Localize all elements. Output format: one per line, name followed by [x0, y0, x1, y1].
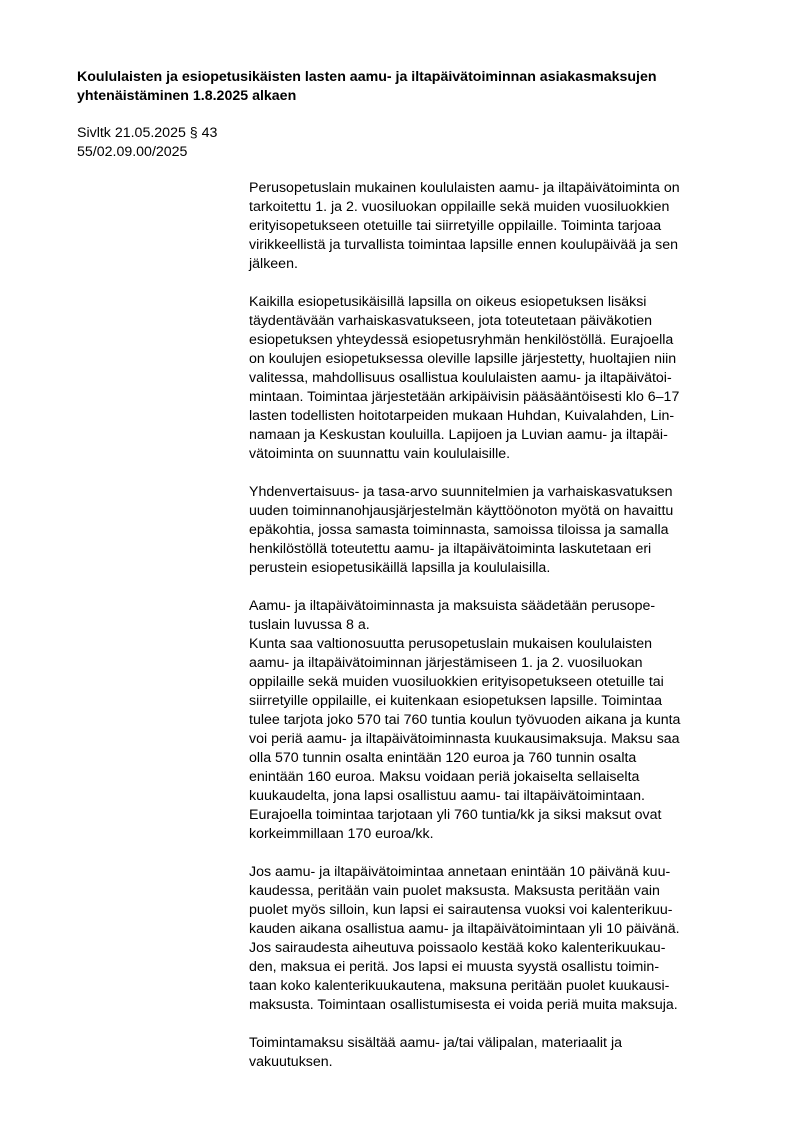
- paragraph-line: Aamu- ja iltapäivätoiminnasta ja maksuista säädetään perusope-: [249, 598, 656, 614]
- paragraph-line: täydentävään varhaiskasvatukseen, jota toteutetaan päiväkotien: [249, 313, 653, 329]
- paragraph-line: virikkeellistä ja turvallista toimintaa lapsille ennen koulupäivää ja sen: [249, 237, 679, 253]
- paragraph-line: valitessa, mahdollisuus osallistua koululaisten aamu- ja iltapäivätoi-: [249, 370, 672, 386]
- paragraph-line: jälkeen.: [249, 256, 298, 272]
- document-title: [77, 68, 737, 106]
- paragraph-line: tuslain luvussa 8 a.: [249, 617, 370, 633]
- body-paragraph: [249, 863, 749, 1015]
- paragraph-line: mintaan. Toimintaa järjestetään arkipäivisin pääsääntöisesti klo 6–17: [249, 389, 680, 405]
- body-paragraph: [249, 1034, 749, 1072]
- paragraph-line: on koulujen esiopetuksessa oleville lapsille järjestetty, huoltajien niin: [249, 351, 677, 367]
- body-paragraph: [249, 179, 749, 274]
- paragraph-line: namaan ja Keskustan kouluilla. Lapijoen ja Luvian aamu- ja iltapäi-: [249, 427, 668, 443]
- paragraph-line: den, maksua ei peritä. Jos lapsi ei muusta syystä osallistu toimin-: [249, 959, 660, 975]
- paragraph-line: epäkohtia, jossa samasta toiminnasta, samoissa tiloissa ja samalla: [249, 522, 669, 538]
- paragraph-line: Jos aamu- ja iltapäivätoimintaa annetaan enintään 10 päivänä kuu-: [249, 864, 671, 880]
- paragraph-line: taan koko kalenterikuukautena, maksuna peritään puolet kuukausi-: [249, 978, 670, 994]
- paragraph-line: esiopetuksen yhteydessä esiopetusryhmän henkilöstöllä. Eurajoella: [249, 332, 674, 348]
- paragraph-line: perustein esiopetusikäillä lapsilla ja koululaisilla.: [249, 560, 551, 576]
- paragraph-line: puolet myös silloin, kun lapsi ei sairautensa vuoksi voi kalenterikuu-: [249, 902, 673, 918]
- paragraph-line: Toimintamaksu sisältää aamu- ja/tai välipalan, materiaalit ja: [249, 1035, 622, 1051]
- body-paragraph: [249, 483, 749, 578]
- paragraph-line: aamu- ja iltapäivätoiminnan järjestämiseen 1. ja 2. vuosiluokan: [249, 655, 643, 671]
- record-number: 55/02.09.00/2025: [77, 144, 188, 160]
- paragraph-line: vätoiminta on suunnattu vain koululaisille.: [249, 446, 511, 462]
- paragraph-line: lasten todellisten hoitotarpeiden mukaan Huhdan, Kuivalahden, Lin-: [249, 408, 675, 424]
- paragraph-line: Jos sairaudesta aiheutuva poissaolo kestää koko kalenterikuukau-: [249, 940, 666, 956]
- paragraph-line: henkilöstöllä toteutettu aamu- ja iltapäivätoiminta laskutetaan eri: [249, 541, 652, 557]
- paragraph-line: tarkoitettu 1. ja 2. vuosiluokan oppilaille sekä muiden vuosiluokkien: [249, 199, 670, 215]
- paragraph-line: Kunta saa valtionosuutta perusopetuslain mukaisen koululaisten: [249, 636, 653, 652]
- paragraph-line: olla 570 tunnin osalta enintään 120 euroa ja 760 tunnin osalta: [249, 750, 637, 766]
- paragraph-line: tulee tarjota joko 570 tai 760 tuntia koulun työvuoden aikana ja kunta: [249, 712, 681, 728]
- paragraph-line: kuukaudelta, jona lapsi osallistuu aamu- tai iltapäivätoimintaan.: [249, 788, 645, 804]
- paragraph-line: siirretyille oppilaille, ei kuitenkaan esiopetuksen lapsille. Toimintaa: [249, 693, 662, 709]
- body-paragraph: [249, 293, 749, 464]
- paragraph-line: maksusta. Toimintaan osallistumisesta ei voida periä muita maksuja.: [249, 997, 678, 1013]
- paragraph-line: korkeimmillaan 170 euroa/kk.: [249, 826, 434, 842]
- title-line: Koululaisten ja esiopetusikäisten lasten aamu- ja iltapäivätoiminnan asiakasmaksujen: [77, 69, 657, 85]
- paragraph-line: kaudessa, peritään vain puolet maksusta. Maksusta peritään vain: [249, 883, 660, 899]
- paragraph-line: voi periä aamu- ja iltapäivätoiminnasta kuukausimaksuja. Maksu saa: [249, 731, 680, 747]
- document-body: [249, 179, 749, 1091]
- paragraph-line: enintään 160 euroa. Maksu voidaan periä jokaiselta sellaiselta: [249, 769, 640, 785]
- paragraph-line: kauden aikana osallistua aamu- ja iltapäivätoimintaan yli 10 päivänä.: [249, 921, 680, 937]
- paragraph-line: Perusopetuslain mukainen koululaisten aamu- ja iltapäivätoiminta on: [249, 180, 680, 196]
- paragraph-line: Kaikilla esiopetusikäisillä lapsilla on oikeus esiopetuksen lisäksi: [249, 294, 647, 310]
- paragraph-line: vakuutuksen.: [249, 1054, 333, 1070]
- document-meta: [77, 124, 217, 162]
- body-paragraph: [249, 597, 749, 635]
- title-line: yhtenäistäminen 1.8.2025 alkaen: [77, 88, 297, 104]
- session-reference: Sivltk 21.05.2025 § 43: [77, 125, 218, 141]
- paragraph-line: Eurajoella toimintaa tarjotaan yli 760 tuntia/kk ja siksi maksut ovat: [249, 807, 662, 823]
- body-paragraph: [249, 635, 749, 844]
- paragraph-line: Yhdenvertaisuus- ja tasa-arvo suunnitelmien ja varhaiskasvatuksen: [249, 484, 673, 500]
- paragraph-line: erityisopetukseen otetuille tai siirretyille oppilaille. Toiminta tarjoaa: [249, 218, 662, 234]
- paragraph-line: oppilaille sekä muiden vuosiluokkien erityisopetukseen otetuille tai: [249, 674, 664, 690]
- paragraph-line: uuden toiminnanohjausjärjestelmän käyttöönoton myötä on havaittu: [249, 503, 674, 519]
